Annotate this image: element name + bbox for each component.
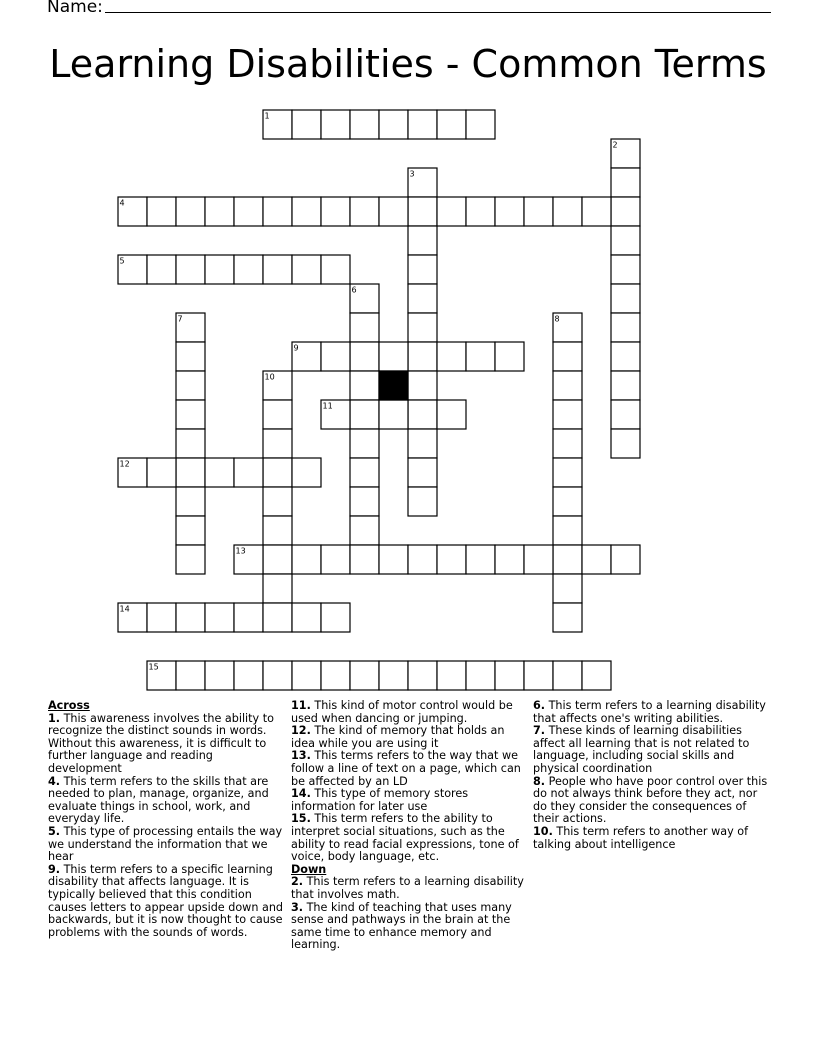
grid-cell[interactable] xyxy=(147,603,176,632)
grid-cell[interactable] xyxy=(611,313,640,342)
grid-cell[interactable] xyxy=(292,545,321,574)
grid-cell[interactable] xyxy=(379,342,408,371)
clue-text: These kinds of learning disabilities affect all learning that is not related to language, including social skills and physical coordination xyxy=(533,724,750,775)
grid-cell[interactable] xyxy=(350,313,379,342)
grid-cell[interactable] xyxy=(292,603,321,632)
grid-cell[interactable] xyxy=(263,603,292,632)
clue-number: 14. xyxy=(291,787,311,801)
grid-cell[interactable] xyxy=(292,661,321,690)
grid-cell[interactable] xyxy=(350,429,379,458)
clue-down-7 xyxy=(533,725,769,775)
grid-cell[interactable] xyxy=(553,458,582,487)
grid-cell[interactable] xyxy=(437,342,466,371)
grid-cell[interactable] xyxy=(611,545,640,574)
grid-cell[interactable] xyxy=(205,661,234,690)
grid-cell[interactable] xyxy=(176,458,205,487)
grid-cell[interactable] xyxy=(437,545,466,574)
clue-number: 1. xyxy=(48,711,61,725)
clue-column-1 xyxy=(48,700,286,939)
grid-cell[interactable] xyxy=(553,371,582,400)
clue-text: People who have poor control over this do not always think before they act, nor do they consider the consequences of their actions. xyxy=(533,774,768,826)
grid-cell[interactable] xyxy=(379,197,408,226)
clue-number-label: 14 xyxy=(119,604,130,614)
grid-cell[interactable] xyxy=(379,110,408,139)
grid-cell[interactable] xyxy=(408,197,437,226)
clue-number: 9. xyxy=(48,862,61,876)
clue-number: 11. xyxy=(291,699,311,712)
page-title: Learning Disabilities - Common Terms xyxy=(49,42,767,86)
clue-number-label: 15 xyxy=(148,662,159,672)
clue-text: This terms refers to the way that we follow a line of text on a page, which can be affected by an LD xyxy=(291,749,521,788)
grid-cell[interactable] xyxy=(147,458,176,487)
clue-number-label: 6 xyxy=(351,285,357,295)
grid-cell[interactable] xyxy=(263,429,292,458)
grid-cell[interactable] xyxy=(350,400,379,429)
clue-number-label: 5 xyxy=(119,256,125,266)
grid-cell[interactable] xyxy=(408,545,437,574)
grid-cell[interactable] xyxy=(408,458,437,487)
clue-across-5 xyxy=(48,826,286,864)
grid-cell[interactable] xyxy=(553,400,582,429)
grid-cell[interactable] xyxy=(234,661,263,690)
grid-cell[interactable] xyxy=(176,255,205,284)
grid-cell[interactable] xyxy=(205,458,234,487)
clue-down-6 xyxy=(533,700,769,725)
grid-cell[interactable] xyxy=(495,197,524,226)
clue-number: 7. xyxy=(533,724,546,738)
grid-cell[interactable] xyxy=(466,110,495,139)
clue-number-label: 10 xyxy=(264,372,275,382)
grid-cell[interactable] xyxy=(263,400,292,429)
clue-across-4 xyxy=(48,776,286,826)
grid-cell[interactable] xyxy=(524,197,553,226)
grid-cell[interactable] xyxy=(466,545,495,574)
clue-text: This term refers to the ability to interpret social situations, such as the ability to read facial expressions, tone of voice, body language, etc. xyxy=(291,812,519,864)
clue-number-label: 4 xyxy=(119,198,125,208)
grid-cell[interactable] xyxy=(582,661,611,690)
clue-across-13 xyxy=(291,750,527,788)
grid-cell[interactable] xyxy=(611,342,640,371)
grid-cell[interactable] xyxy=(321,545,350,574)
grid-cell[interactable] xyxy=(292,255,321,284)
grid-cell[interactable] xyxy=(437,110,466,139)
clue-text: The kind of memory that holds an idea while you are using it xyxy=(291,724,505,750)
grid-cell[interactable] xyxy=(553,545,582,574)
grid-cell[interactable] xyxy=(263,487,292,516)
clue-down-2 xyxy=(291,876,527,901)
grid-cell[interactable] xyxy=(176,487,205,516)
clue-number: 5. xyxy=(48,824,61,838)
grid-cell[interactable] xyxy=(350,197,379,226)
clue-text: This kind of motor control would be used when dancing or jumping. xyxy=(291,699,513,725)
grid-cell[interactable] xyxy=(553,603,582,632)
grid-cell[interactable] xyxy=(553,429,582,458)
grid-cell[interactable] xyxy=(553,516,582,545)
grid-cell[interactable] xyxy=(263,545,292,574)
grid-cell[interactable] xyxy=(234,255,263,284)
grid-cell[interactable] xyxy=(408,284,437,313)
clue-number: 12. xyxy=(291,724,311,738)
grid-cell[interactable] xyxy=(321,603,350,632)
grid-cell[interactable] xyxy=(205,255,234,284)
clue-text: This term refers to a learning disability that affects one's writing abilities. xyxy=(533,699,766,725)
grid-cell[interactable] xyxy=(408,313,437,342)
clue-text: This term refers to the skills that are needed to plan, manage, organize, and evaluate things in school, work, and everyday life. xyxy=(48,774,269,826)
name-label: Name: xyxy=(47,0,103,17)
grid-cell[interactable] xyxy=(466,197,495,226)
grid-cell[interactable] xyxy=(611,255,640,284)
grid-cell[interactable] xyxy=(553,661,582,690)
grid-cell[interactable] xyxy=(350,371,379,400)
grid-cell[interactable] xyxy=(524,545,553,574)
grid-cell[interactable] xyxy=(495,342,524,371)
grid-cell[interactable] xyxy=(408,487,437,516)
grid-cell[interactable] xyxy=(408,429,437,458)
clue-number: 3. xyxy=(291,900,304,914)
grid-cell[interactable] xyxy=(263,661,292,690)
grid-cell[interactable] xyxy=(263,458,292,487)
grid-cell[interactable] xyxy=(350,516,379,545)
grid-cell[interactable] xyxy=(582,197,611,226)
clue-number: 10. xyxy=(533,824,553,838)
clue-number: 4. xyxy=(48,774,61,788)
grid-cell[interactable] xyxy=(553,342,582,371)
grid-cell[interactable] xyxy=(524,661,553,690)
clue-number-label: 9 xyxy=(293,343,299,353)
grid-cell[interactable] xyxy=(234,603,263,632)
clue-across-9 xyxy=(48,864,286,940)
grid-cell[interactable] xyxy=(205,197,234,226)
grid-cell[interactable] xyxy=(379,545,408,574)
grid-cell[interactable] xyxy=(147,197,176,226)
grid-cell[interactable] xyxy=(350,110,379,139)
clue-column-3 xyxy=(533,700,769,851)
grid-cell[interactable] xyxy=(176,197,205,226)
grid-cell[interactable] xyxy=(379,661,408,690)
grid-cell[interactable] xyxy=(263,516,292,545)
grid-cell[interactable] xyxy=(176,603,205,632)
clue-text: This awareness involves the ability to recognize the distinct sounds in words. Without this awareness, it is difficult to further language and reading development xyxy=(48,711,274,775)
grid-cell[interactable] xyxy=(350,487,379,516)
clue-number: 8. xyxy=(533,774,546,788)
grid-cell[interactable] xyxy=(176,342,205,371)
grid-cell[interactable] xyxy=(466,342,495,371)
grid-cell[interactable] xyxy=(553,487,582,516)
clue-number-label: 8 xyxy=(554,314,560,324)
grid-cell[interactable] xyxy=(176,371,205,400)
grid-cell[interactable] xyxy=(611,168,640,197)
grid-cell[interactable] xyxy=(437,197,466,226)
clue-number-label: 1 xyxy=(264,111,270,121)
grid-cell[interactable] xyxy=(437,400,466,429)
clue-number-label: 7 xyxy=(177,314,183,324)
grid-cell[interactable] xyxy=(408,255,437,284)
clue-number: 13. xyxy=(291,749,311,763)
grid-cell[interactable] xyxy=(611,226,640,255)
grid-cell[interactable] xyxy=(147,255,176,284)
grid-cell[interactable] xyxy=(234,458,263,487)
blocked-cell xyxy=(379,371,408,400)
clue-text: This type of processing entails the way we understand the information that we hear xyxy=(48,824,283,864)
grid-cell[interactable] xyxy=(350,342,379,371)
clue-text: This type of memory stores information for later use xyxy=(291,787,469,813)
clue-column-2 xyxy=(291,700,527,952)
grid-cell[interactable] xyxy=(611,429,640,458)
grid-cell[interactable] xyxy=(408,400,437,429)
grid-cell[interactable] xyxy=(234,197,263,226)
clue-number: 15. xyxy=(291,812,311,826)
grid-cell[interactable] xyxy=(350,545,379,574)
grid-cell[interactable] xyxy=(408,342,437,371)
grid-cell[interactable] xyxy=(321,342,350,371)
grid-cell[interactable] xyxy=(321,661,350,690)
grid-cell[interactable] xyxy=(321,255,350,284)
down-heading: Down xyxy=(291,862,327,876)
clue-number-label: 13 xyxy=(235,546,246,556)
grid-cell[interactable] xyxy=(176,661,205,690)
grid-cell[interactable] xyxy=(611,400,640,429)
clue-down-3 xyxy=(291,902,527,952)
clue-text: This term refers to a specific learning disability that affects language. It is typically believed that this condition causes letters to appear upside down and backwards, but it is now thought to cause problems with the sounds of words. xyxy=(48,862,284,939)
grid-cell[interactable] xyxy=(350,458,379,487)
grid-cell[interactable] xyxy=(263,574,292,603)
grid-cell[interactable] xyxy=(176,516,205,545)
grid-cell[interactable] xyxy=(263,255,292,284)
grid-cell[interactable] xyxy=(495,661,524,690)
grid-cell[interactable] xyxy=(611,197,640,226)
grid-cell[interactable] xyxy=(292,458,321,487)
clue-number-label: 3 xyxy=(409,169,415,179)
clue-text: This term refers to another way of talking about intelligence xyxy=(533,824,749,851)
grid-cell[interactable] xyxy=(263,197,292,226)
clue-down-8 xyxy=(533,776,769,826)
grid-cell[interactable] xyxy=(176,400,205,429)
clue-down-10 xyxy=(533,826,769,851)
across-heading: Across xyxy=(48,699,90,712)
grid-cell[interactable] xyxy=(495,545,524,574)
grid-cell[interactable] xyxy=(408,661,437,690)
grid-cell[interactable] xyxy=(408,110,437,139)
clue-number-label: 12 xyxy=(119,459,130,469)
clue-across-1 xyxy=(48,713,286,776)
grid-cell[interactable] xyxy=(321,197,350,226)
clue-across-11 xyxy=(291,700,527,725)
grid-cell[interactable] xyxy=(466,661,495,690)
clue-across-15 xyxy=(291,813,527,863)
clue-number-label: 11 xyxy=(322,401,333,411)
clue-number: 2. xyxy=(291,875,304,889)
grid-cell[interactable] xyxy=(611,284,640,313)
grid-cell[interactable] xyxy=(582,545,611,574)
grid-cell[interactable] xyxy=(292,110,321,139)
clue-text: This term refers to a learning disability that involves math. xyxy=(291,875,524,901)
clue-across-14 xyxy=(291,788,527,813)
grid-cell[interactable] xyxy=(176,429,205,458)
grid-cell[interactable] xyxy=(553,574,582,603)
grid-cell[interactable] xyxy=(350,661,379,690)
grid-cell[interactable] xyxy=(176,545,205,574)
clue-across-12 xyxy=(291,725,527,750)
grid-cell[interactable] xyxy=(292,197,321,226)
grid-cell[interactable] xyxy=(408,371,437,400)
clue-number-label: 2 xyxy=(612,140,618,150)
grid-cell[interactable] xyxy=(205,603,234,632)
grid-cell[interactable] xyxy=(408,226,437,255)
grid-cell[interactable] xyxy=(611,371,640,400)
grid-cell[interactable] xyxy=(379,400,408,429)
grid-cell[interactable] xyxy=(321,110,350,139)
grid-cell[interactable] xyxy=(437,661,466,690)
grid-cell[interactable] xyxy=(553,197,582,226)
clue-text: The kind of teaching that uses many sense and pathways in the brain at the same time to enhance memory and learning. xyxy=(291,900,512,952)
clue-number: 6. xyxy=(533,699,546,712)
